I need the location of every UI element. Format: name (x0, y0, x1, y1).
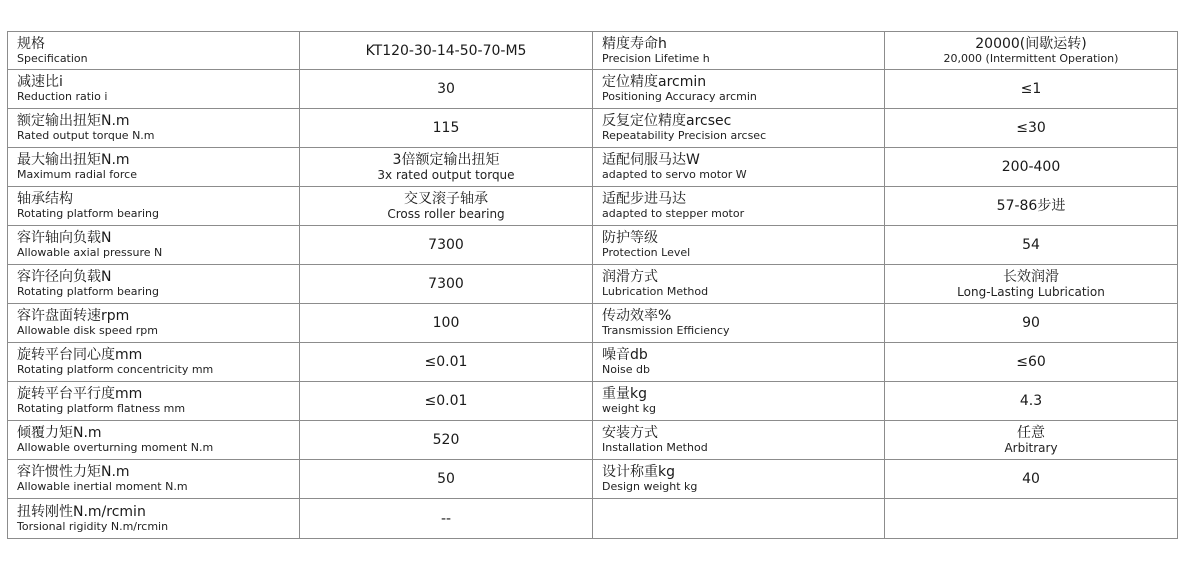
spec-value: 57-86步进 (996, 198, 1066, 214)
spec-label-cell (593, 226, 885, 265)
spec-label-en: Positioning Accuracy arcmin (602, 90, 757, 103)
spec-label-cell (8, 343, 300, 382)
spec-value-en: 3x rated output torque (377, 168, 515, 182)
table-row (8, 148, 1178, 187)
spec-label-cell (593, 343, 885, 382)
spec-value-en: 20,000 (Intermittent Operation) (943, 52, 1119, 65)
spec-value-cell (885, 148, 1178, 187)
spec-label-zh: 适配步进马达 (602, 191, 686, 207)
spec-label-zh: 旋转平台平行度mm (17, 386, 143, 402)
spec-value-cell (300, 109, 593, 148)
spec-label-en: Transmission Efficiency (602, 324, 730, 337)
spec-label-en: Repeatability Precision arcsec (602, 129, 767, 142)
spec-label-zh: 噪音db (602, 347, 648, 363)
spec-label-en: Allowable inertial moment N.m (17, 480, 188, 493)
table-row (8, 32, 1178, 70)
spec-value: KT120-30-14-50-70-M5 (365, 42, 527, 59)
spec-value: 50 (437, 471, 455, 487)
spec-label-cell (8, 460, 300, 499)
table-row (8, 421, 1178, 460)
spec-label-cell (8, 187, 300, 226)
spec-value-cell (885, 304, 1178, 343)
spec-label-zh: 防护等级 (602, 230, 658, 246)
spec-label-zh: 容许惯性力矩N.m (17, 464, 130, 480)
table-row (8, 304, 1178, 343)
spec-label-en: weight kg (602, 402, 656, 415)
spec-value-cell (300, 382, 593, 421)
spec-label-cell (8, 70, 300, 109)
spec-table (7, 31, 1178, 539)
table-row (8, 187, 1178, 226)
spec-label-cell (593, 70, 885, 109)
spec-value-cell (885, 460, 1178, 499)
spec-value: 7300 (428, 237, 464, 253)
spec-label-zh: 扭转刚性N.m/rcmin (17, 503, 146, 520)
spec-value: 4.3 (1019, 393, 1043, 409)
spec-label-en: Rated output torque N.m (17, 129, 155, 142)
table-row (8, 70, 1178, 109)
spec-label-en: Rotating platform concentricity mm (17, 363, 214, 376)
spec-label-cell (8, 304, 300, 343)
spec-label-zh: 定位精度arcmin (602, 74, 707, 90)
spec-label-zh: 润滑方式 (602, 269, 658, 285)
spec-label-en: Allowable disk speed rpm (17, 324, 158, 337)
spec-label-cell (593, 382, 885, 421)
spec-label-en: Protection Level (602, 246, 691, 259)
spec-value: 115 (432, 120, 460, 136)
spec-label-zh: 传动效率% (602, 308, 672, 324)
spec-label-en: Rotating platform bearing (17, 285, 160, 298)
spec-value: ≤0.01 (424, 354, 468, 370)
spec-label-cell (593, 304, 885, 343)
spec-label-cell (8, 226, 300, 265)
table-row (8, 265, 1178, 304)
spec-label-zh: 重量kg (602, 386, 647, 402)
spec-value: 100 (432, 315, 460, 331)
table-row (8, 460, 1178, 499)
spec-label-zh: 反复定位精度arcsec (602, 113, 732, 129)
spec-label-en: Installation Method (602, 441, 708, 454)
spec-label-cell (8, 109, 300, 148)
table-row (8, 226, 1178, 265)
spec-value-cell (300, 187, 593, 226)
spec-label-zh: 容许径向负载N (17, 269, 112, 285)
spec-label-cell (8, 382, 300, 421)
spec-value: ≤30 (1016, 120, 1046, 136)
spec-label-cell (593, 109, 885, 148)
spec-label-zh: 轴承结构 (17, 191, 73, 207)
spec-value: 7300 (428, 276, 464, 292)
spec-value-en: Cross roller bearing (387, 207, 505, 221)
spec-label-en: Allowable overturning moment N.m (17, 441, 214, 454)
table-row (8, 109, 1178, 148)
spec-label-en: Precision Lifetime h (602, 51, 710, 65)
spec-label-en: Design weight kg (602, 480, 698, 493)
spec-value-cell (885, 70, 1178, 109)
spec-value-cell (300, 343, 593, 382)
spec-value: 20000(间歇运转) (975, 36, 1087, 52)
spec-label-en: Allowable axial pressure N (17, 246, 163, 259)
table-row (8, 343, 1178, 382)
spec-label-cell (593, 265, 885, 304)
spec-label-cell (593, 148, 885, 187)
spec-value: -- (440, 510, 452, 527)
spec-label-en: Rotating platform bearing (17, 207, 160, 220)
spec-value: 3倍额定输出扭矩 (392, 152, 500, 168)
spec-value-cell (885, 421, 1178, 460)
spec-value: 30 (437, 81, 455, 97)
spec-value-cell (885, 187, 1178, 226)
spec-label-zh: 规格 (17, 35, 45, 52)
spec-label-en: Rotating platform flatness mm (17, 402, 186, 415)
spec-value: 54 (1022, 237, 1040, 253)
spec-value-cell (300, 421, 593, 460)
spec-label-cell (8, 265, 300, 304)
spec-label-en: Lubrication Method (602, 285, 709, 298)
spec-table-body (8, 32, 1178, 539)
spec-value-cell (885, 109, 1178, 148)
spec-value-cell (885, 499, 1178, 539)
spec-label-zh: 安装方式 (602, 425, 658, 441)
spec-value: ≤60 (1016, 354, 1046, 370)
spec-label-zh: 容许轴向负载N (17, 230, 112, 246)
spec-value-cell (300, 148, 593, 187)
spec-label-zh: 额定输出扭矩N.m (17, 113, 130, 129)
spec-label-en: Maximum radial force (17, 168, 137, 181)
spec-value: ≤1 (1020, 81, 1042, 97)
spec-label-cell (593, 460, 885, 499)
spec-label-cell (593, 421, 885, 460)
spec-value-cell (885, 343, 1178, 382)
spec-value: 任意 (1017, 425, 1045, 441)
spec-value: 200-400 (1001, 159, 1061, 175)
spec-value-cell (300, 226, 593, 265)
table-row (8, 382, 1178, 421)
spec-value-cell (300, 32, 593, 70)
spec-label-cell (8, 421, 300, 460)
spec-value-cell (300, 460, 593, 499)
spec-label-zh: 倾覆力矩N.m (17, 425, 102, 441)
spec-label-cell (593, 187, 885, 226)
spec-value: 90 (1022, 315, 1040, 331)
spec-label-en: adapted to servo motor W (602, 168, 747, 181)
spec-label-en: adapted to stepper motor (602, 207, 745, 220)
spec-value-cell (300, 499, 593, 539)
spec-value-cell (300, 70, 593, 109)
spec-value: 40 (1022, 471, 1040, 487)
spec-value-cell (885, 265, 1178, 304)
spec-value-cell (300, 304, 593, 343)
spec-value-cell (885, 382, 1178, 421)
spec-label-en: Specification (17, 51, 88, 65)
spec-value-cell (300, 265, 593, 304)
spec-label-cell (8, 148, 300, 187)
spec-label-cell (8, 32, 300, 70)
spec-label-zh: 精度寿命h (602, 35, 667, 52)
spec-label-zh: 设计称重kg (602, 464, 675, 480)
spec-label-zh: 最大输出扭矩N.m (17, 152, 130, 168)
spec-label-en: Noise db (602, 363, 650, 376)
spec-value-en: Long-Lasting Lubrication (957, 285, 1105, 299)
spec-label-cell (593, 32, 885, 70)
spec-label-zh: 容许盘面转速rpm (17, 308, 130, 324)
spec-value-cell (885, 32, 1178, 70)
spec-label-en: Torsional rigidity N.m/rcmin (17, 519, 169, 533)
spec-value: 长效润滑 (1003, 269, 1059, 285)
spec-value: 交叉滚子轴承 (404, 191, 488, 207)
spec-label-cell (8, 499, 300, 539)
spec-label-zh: 减速比i (17, 74, 63, 90)
spec-label-cell (593, 499, 885, 539)
spec-value-cell (885, 226, 1178, 265)
table-row (8, 499, 1178, 539)
spec-label-en: Reduction ratio i (17, 90, 108, 103)
spec-value: 520 (432, 432, 460, 448)
spec-value-en: Arbitrary (1004, 441, 1058, 455)
spec-label-zh: 旋转平台同心度mm (17, 347, 143, 363)
spec-label-zh: 适配伺服马达W (602, 152, 700, 168)
spec-value: ≤0.01 (424, 393, 468, 409)
